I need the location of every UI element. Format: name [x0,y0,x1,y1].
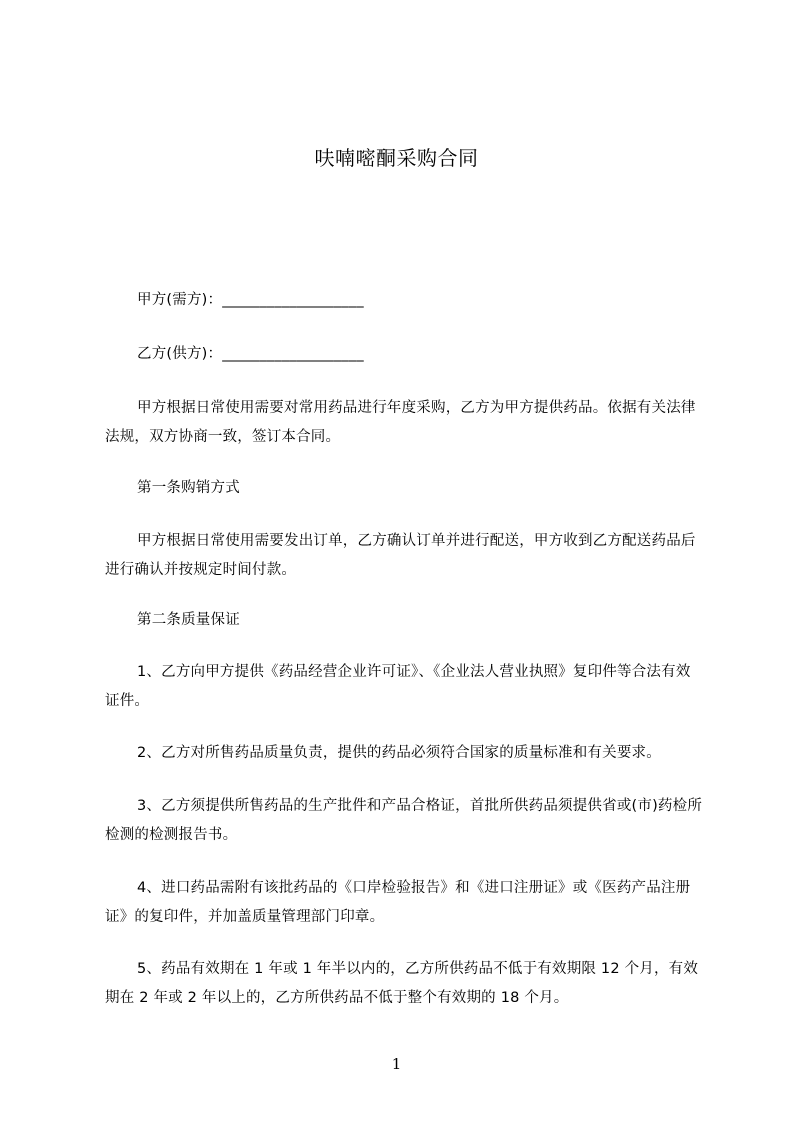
clause-5: 5、药品有效期在 1 年或 1 年半以内的，乙方所供药品不低于有效期限 12 个月，有效期在 2 年或 2 年以上的，乙方所供药品不低于整个有效期的 18 个月。 [105,961,699,1006]
party-b-line: 乙方(供方)：___________________ [137,346,364,362]
page-number: 1 [391,1055,402,1073]
clause-1: 1、乙方向甲方提供《药品经营企业许可证》、《企业法人营业执照》复印件等合法有效证件。 [105,664,691,709]
article-1-body: 甲方根据日常使用需要发出订单，乙方确认订单并进行配送，甲方收到乙方配送药品后进行确认并按规定时间付款。 [105,533,696,578]
clause-2: 2、乙方对所售药品质量负责，提供的药品必须符合国家的质量标准和有关要求。 [137,745,661,761]
article-2-heading: 第二条质量保证 [137,612,240,628]
article-1-heading: 第一条购销方式 [137,480,240,496]
document-title: 呋喃嘧酮采购合同 [314,146,479,170]
clause-3: 3、乙方须提供所售药品的生产批件和产品合格证，首批所供药品须提供省或(市)药检所检测的检测报告书。 [105,798,703,843]
party-a-line: 甲方(需方)：___________________ [137,292,364,308]
clause-4: 4、进口药品需附有该批药品的《口岸检验报告》和《进口注册证》或《医药产品注册证》的复印件，并加盖质量管理部门印章。 [105,880,691,925]
intro-paragraph: 甲方根据日常使用需要对常用药品进行年度采购，乙方为甲方提供药品。依据有关法律法规，双方协商一致，签订本合同。 [105,400,696,445]
